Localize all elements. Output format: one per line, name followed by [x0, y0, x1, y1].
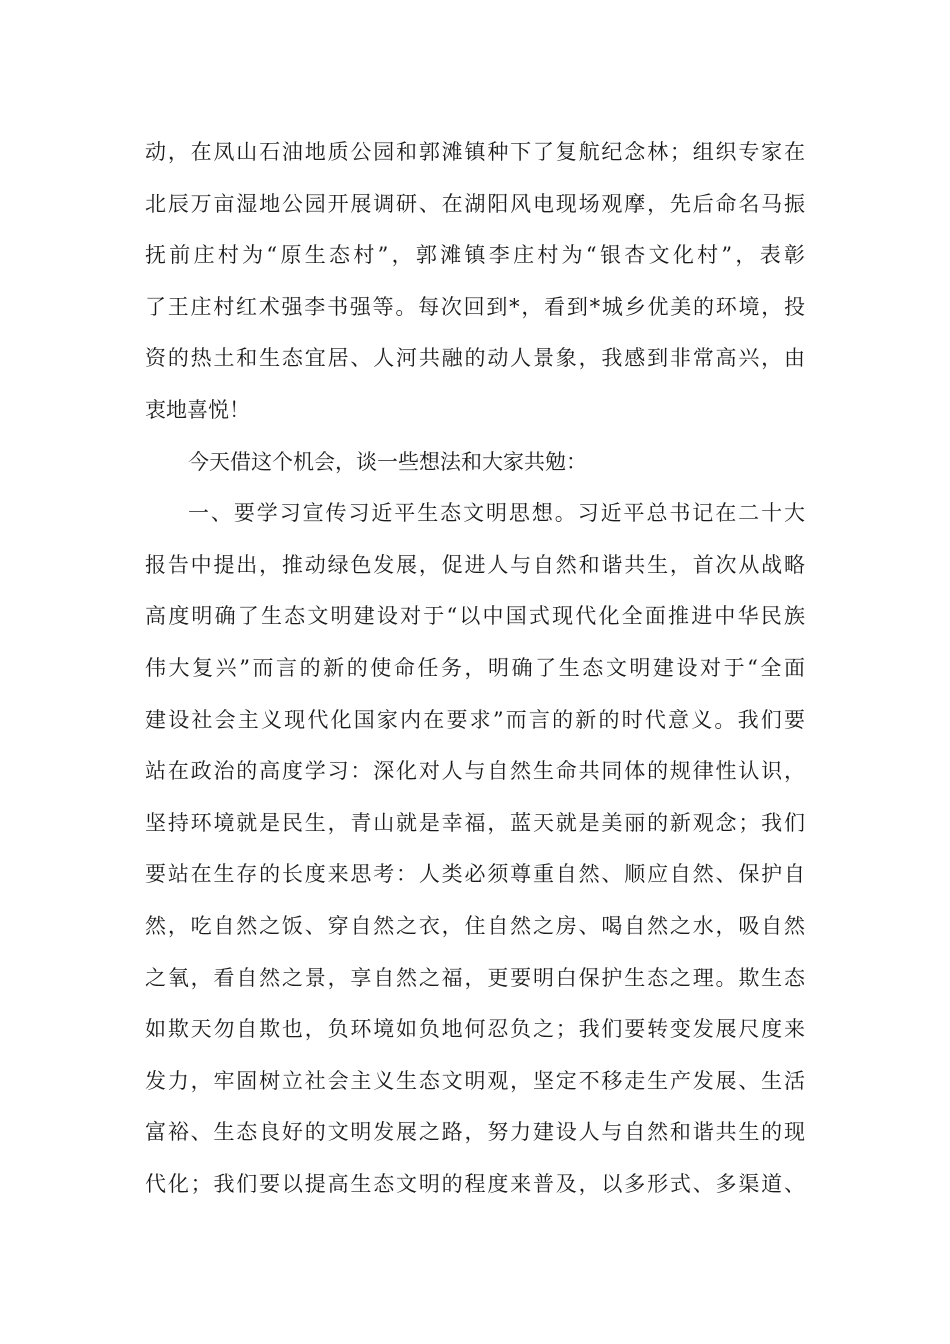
text-line: 坚持环境就是民生，青山就是幸福，蓝天就是美丽的新观念；我们: [145, 810, 805, 835]
text-line: 资的热土和生态宜居、人河共融的动人景象，我感到非常高兴，由: [145, 346, 805, 371]
text-line: 抚前庄村为“原生态村”，郭滩镇李庄村为“银杏文化村”，表彰: [145, 243, 805, 268]
text-line: 高度明确了生态文明建设对于“以中国式现代化全面推进中华民族: [145, 604, 805, 629]
text-line: 衷地喜悦！: [145, 397, 250, 422]
section-heading-line: 一、要学习宣传习近平生态文明思想。习近平总书记在二十大: [188, 501, 805, 526]
paragraph-intro: 今天借这个机会，谈一些想法和大家共勉：: [188, 449, 587, 474]
text-line: 北辰万亩湿地公园开展调研、在湖阳风电现场观摩，先后命名马振: [145, 191, 805, 216]
text-line: 之氧，看自然之景，享自然之福，更要明白保护生态之理。欺生态: [145, 965, 805, 990]
text-line: 伟大复兴”而言的新的使命任务，明确了生态文明建设对于“全面: [145, 655, 805, 680]
text-line: 报告中提出，推动绿色发展，促进人与自然和谐共生，首次从战略: [145, 552, 805, 577]
text-line: 动，在凤山石油地质公园和郭滩镇种下了复航纪念林；组织专家在: [145, 140, 805, 164]
text-line: 了王庄村红术强李书强等。每次回到*，看到*城乡优美的环境，投: [145, 294, 805, 319]
text-line: 如欺天勿自欺也，负环境如负地何忍负之；我们要转变发展尺度来: [145, 1017, 805, 1042]
text-line: 然，吃自然之饭、穿自然之衣，住自然之房、喝自然之水，吸自然: [145, 913, 805, 938]
text-line: 要站在生存的长度来思考：人类必须尊重自然、顺应自然、保护自: [145, 862, 805, 887]
text-line: 富裕、生态良好的文明发展之路，努力建设人与自然和谐共生的现: [145, 1120, 805, 1145]
text-line: 代化；我们要以提高生态文明的程度来普及，以多形式、多渠道、: [145, 1171, 805, 1196]
text-line: 站在政治的高度学习：深化对人与自然生命共同体的规律性认识，: [145, 759, 805, 784]
text-line: 建设社会主义现代化国家内在要求”而言的新的时代意义。我们要: [145, 707, 805, 732]
text-line: 发力，牢固树立社会主义生态文明观，坚定不移走生产发展、生活: [145, 1068, 805, 1093]
document-body: [145, 132, 805, 1215]
